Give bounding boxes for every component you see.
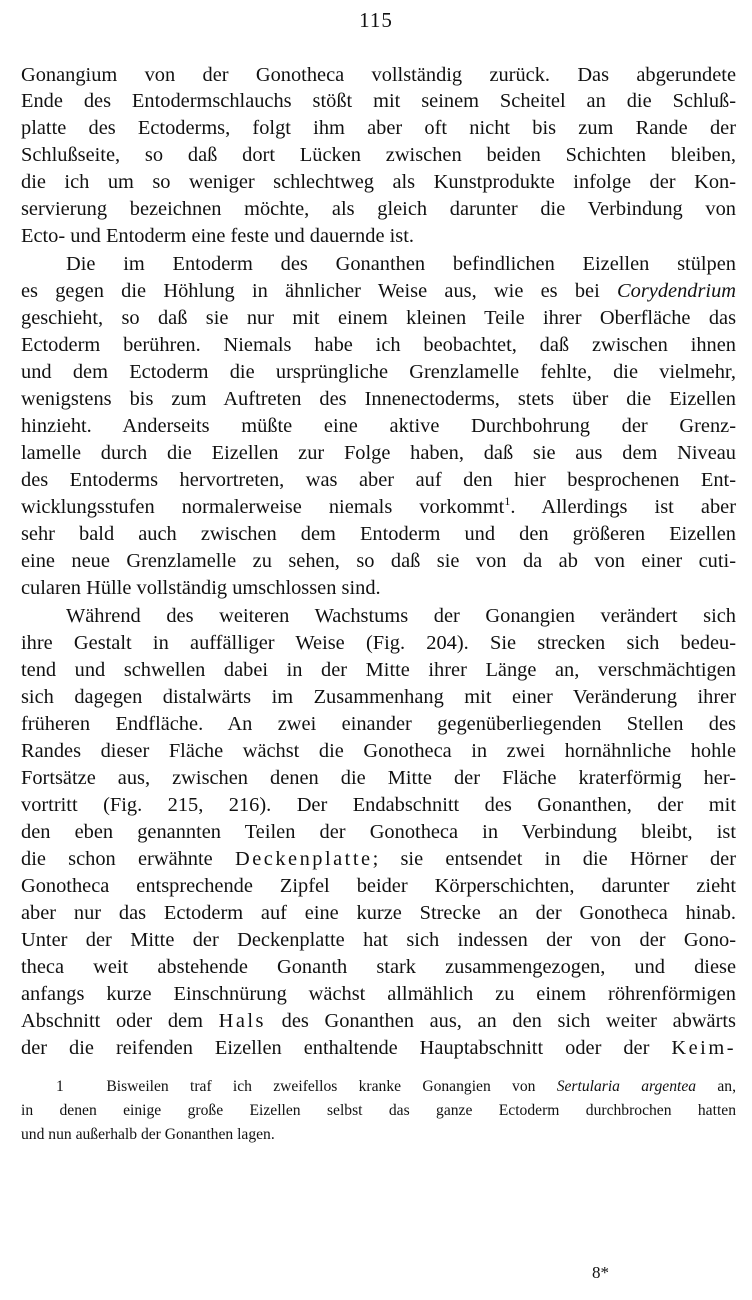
footnote-text: Bisweilen traf ich zweifellos kranke Gonangien von: [106, 1078, 536, 1095]
text-line: anfangs kurze Einschnürung wächst allmählich zu einem röhrenförmigen: [21, 983, 736, 1005]
text-line: Randes dieser Fläche wächst die Gonotheca in zwei hornähnliche hohle: [21, 740, 736, 762]
text-line: cularen Hülle vollständig umschlossen sind.: [21, 577, 381, 599]
text-segment: ; sie entsendet in die Hörner der: [372, 848, 736, 870]
text-line: [21, 1008, 736, 1034]
text-line: lamelle durch die Eizellen zur Folge haben, daß sie aus dem Niveau: [21, 442, 736, 464]
text-line: Ecto- und Entoderm eine feste und dauernde ist.: [21, 225, 414, 247]
text-segment: wicklungsstufen normalerweise niemals vorkommt: [21, 496, 505, 518]
footnote-line: [56, 1076, 736, 1098]
footnote-line: und nun außerhalb der Gonanthen lagen.: [21, 1126, 275, 1143]
text-segment: Abschnitt oder dem: [21, 1010, 203, 1032]
text-line: geschieht, so daß sie nur mit einem kleinen Teile ihrer Oberfläche das: [21, 307, 736, 329]
text-segment: die schon erwähnte: [21, 848, 213, 870]
text-line: [21, 1035, 736, 1061]
text-line: sehr bald auch zwischen dem Entoderm und den größeren Eizellen: [21, 523, 736, 545]
text-line: Gonangium von der Gonotheca vollständig zurück. Das abgerundete: [21, 64, 736, 86]
text-line: aber nur das Ectoderm auf eine kurze Strecke an der Gonotheca hinab.: [21, 902, 736, 924]
text-line: tend und schwellen dabei in der Mitte ihrer Länge an, verschmächtigen: [21, 659, 736, 681]
text-line: vortritt (Fig. 215, 216). Der Endabschnitt des Gonanthen, der mit: [21, 794, 736, 816]
text-line: die ich um so weniger schlechtweg als Kunstprodukte infolge der Kon-: [21, 171, 736, 193]
footnote-line: in denen einige große Eizellen selbst das ganze Ectoderm durchbrochen hatten: [21, 1102, 736, 1119]
text-line: [21, 278, 736, 304]
text-line: Ende des Entodermschlauchs stößt mit seinem Scheitel an die Schluß-: [21, 90, 736, 112]
spaced-term: Hals: [218, 1010, 266, 1032]
spaced-term: Keim-: [671, 1037, 736, 1059]
text-line: Unter der Mitte der Deckenplatte hat sich indessen der von der Gono-: [21, 929, 736, 951]
text-line: servierung bezeichnen möchte, als gleich darunter die Verbindung von: [21, 198, 736, 220]
text-line: wenigstens bis zum Auftreten des Innenectoderms, stets über die Eizellen: [21, 388, 736, 410]
text-line: den eben genannten Teilen der Gonotheca in Verbindung bleibt, ist: [21, 821, 736, 843]
text-line: Schlußseite, so daß dort Lücken zwischen beiden Schichten bleiben,: [21, 144, 736, 166]
text-line: Fortsätze aus, zwischen denen die Mitte der Fläche kraterförmig her-: [21, 767, 736, 789]
text-line: Die im Entoderm des Gonanthen befindlichen Eizellen stülpen: [66, 253, 736, 275]
text-segment: des Gonanthen aus, an den sich weiter abwärts: [281, 1010, 736, 1032]
text-line: Gonotheca entsprechende Zipfel beider Körperschichten, darunter zieht: [21, 875, 736, 897]
page-number: 115: [359, 8, 393, 32]
species-name: Sertularia argentea: [556, 1078, 697, 1095]
signature-mark: 8*: [592, 1263, 609, 1282]
text-line: hinzieht. Anderseits müßte eine aktive Durchbohrung der Grenz-: [21, 415, 736, 437]
text-line: und dem Ectoderm die ursprüngliche Grenzlamelle fehlte, die vielmehr,: [21, 361, 736, 383]
species-name: Corydendrium: [617, 280, 736, 302]
text-line: theca weit abstehende Gonanth stark zusammengezogen, und diese: [21, 956, 736, 978]
text-line: eine neue Grenzlamelle zu sehen, so daß sie von da ab von einer cuti-: [21, 550, 736, 572]
text-line: sich dagegen distalwärts im Zusammenhang mit einer Veränderung ihrer: [21, 686, 736, 708]
text-line: früheren Endfläche. An zwei einander gegenüberliegenden Stellen des: [21, 713, 736, 735]
footnote-ref: 1: [504, 494, 511, 509]
text-line: [21, 846, 736, 872]
footnote-text: an,: [717, 1078, 736, 1095]
text-line: Ectoderm berühren. Niemals habe ich beobachtet, daß zwischen ihnen: [21, 334, 736, 356]
text-segment: es gegen die Höhlung in ähnlicher Weise aus, wie es bei: [21, 280, 600, 302]
text-line: [21, 494, 736, 520]
text-line: ihre Gestalt in auffälliger Weise (Fig. 204). Sie strecken sich bedeu-: [21, 632, 736, 654]
text-segment: der die reifenden Eizellen enthaltende Hauptabschnitt oder der: [21, 1037, 650, 1059]
text-line: Während des weiteren Wachstums der Gonangien verändert sich: [66, 605, 736, 627]
text-line: platte des Ectoderms, folgt ihm aber oft nicht bis zum Rande der: [21, 117, 736, 139]
text-segment: . Allerdings ist aber: [510, 496, 736, 518]
spaced-term: Deckenplatte: [235, 848, 373, 870]
text-line: des Entoderms hervortreten, was aber auf den hier besprochenen Ent-: [21, 469, 736, 491]
footnote-marker: 1: [56, 1078, 64, 1095]
